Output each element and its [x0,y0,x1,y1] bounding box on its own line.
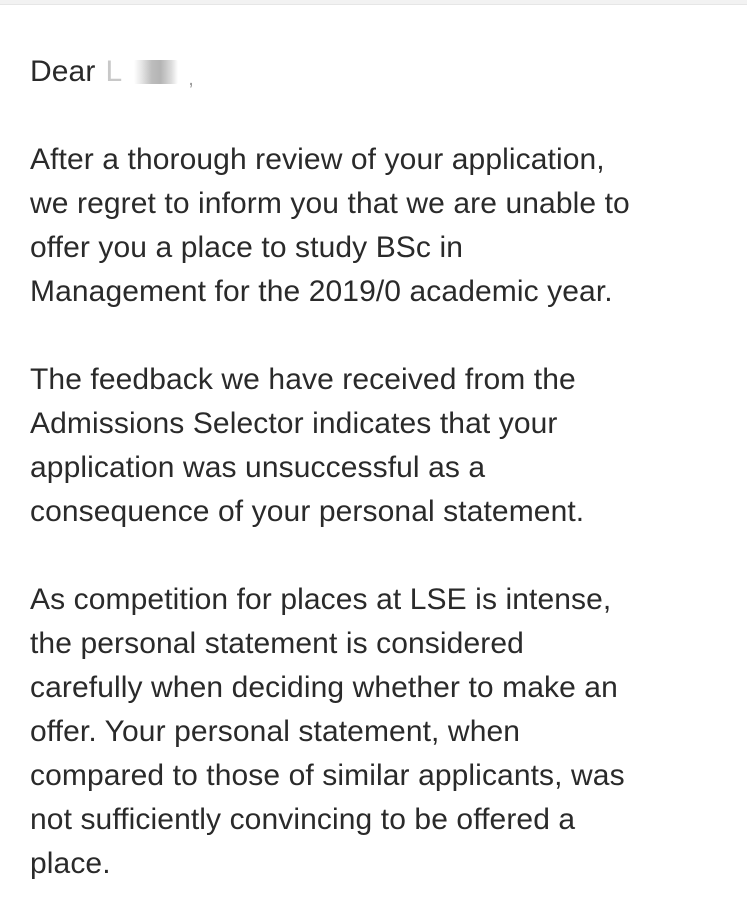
salutation: Dear [30,55,96,88]
paragraph-competition: As competition for places at LSE is intense, the personal statement is considered carefully when deciding whether to make an offer. Your personal statement, when compared to those of similar applicants, was not sufficiently convincing to be offered a place. [30,583,625,880]
paragraph-decision: After a thorough review of your application, we regret to inform you that we are unable to offer you a place to study BSc in Management for the 2019/0 academic year. [30,143,630,308]
redacted-name [105,50,193,94]
email-body [30,50,735,886]
greeting-comma: , [188,68,194,90]
name-initial: L [105,55,123,88]
greeting-line [30,50,735,94]
top-divider [0,0,747,5]
redaction-blur [134,60,178,84]
paragraph-feedback: The feedback we have received from the Admissions Selector indicates that your application was unsuccessful as a consequence of your personal statement. [30,363,585,528]
